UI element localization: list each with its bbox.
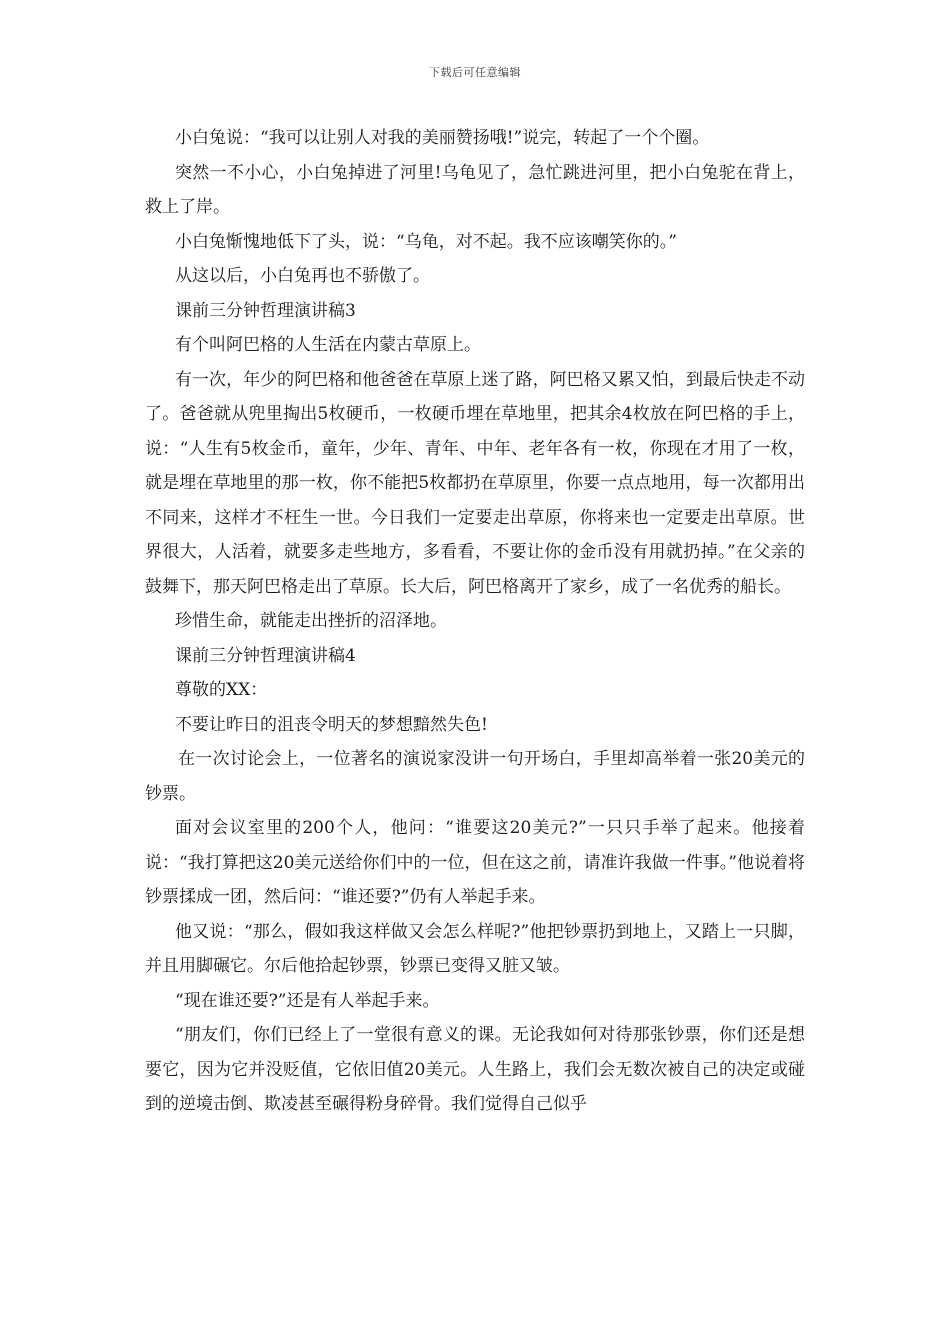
paragraph: 有个叫阿巴格的人生活在内蒙古草原上。 <box>175 335 481 355</box>
paragraph: 小白兔说：“我可以让别人对我的美丽赞扬哦!”说完，转起了一个个圈。 <box>175 128 710 148</box>
paragraph: 珍惜生命，就能走出挫折的沼泽地。 <box>175 611 447 631</box>
section-heading: 课前三分钟哲理演讲稿3 <box>175 300 356 321</box>
section-heading: 课前三分钟哲理演讲稿4 <box>175 645 356 666</box>
document-body <box>145 121 805 1122</box>
page-header: 下载后可任意编辑 <box>429 66 521 79</box>
paragraph: 有一次，年少的阿巴格和他爸爸在草原上迷了路，阿巴格又累又怕，到最后快走不动了。爸爸就从兜里掏出5枚硬币，一枚硬币埋在草地里，把其余4枚放在阿巴格的手上，说：“人生有5枚金币，童年，少年、青年、中年、老年各有一枚，你现在才用了一枚，就是埋在草地里的那一枚，你不能把5枚都扔在草原里，你要一点点地用，每一次都用出不同来，这样才不枉生一世。今日我们一定要走出草原，你将来也一定要走出草原。世界很大，人活着，就要多走些地方，多看看，不要让你的金币没有用就扔掉。”在父亲的鼓舞下，那天阿巴格走出了草原。长大后，阿巴格离开了家乡，成了一名优秀的船长。 <box>145 369 805 597</box>
salutation: 尊敬的XX： <box>175 680 268 700</box>
paragraph: 他又说：“那么，假如我这样做又会怎么样呢?”他把钞票扔到地上，又踏上一只脚，并且用脚碾它。尔后他拾起钞票，钞票已变得又脏又皱。 <box>145 921 805 976</box>
paragraph: “现在谁还要?”还是有人举起手来。 <box>175 990 440 1011</box>
paragraph: 不要让昨日的沮丧令明天的梦想黯然失色! <box>175 714 488 735</box>
paragraph: 小白兔惭愧地低下了头，说：“乌龟，对不起。我不应该嘲笑你的。” <box>175 231 677 252</box>
paragraph: 突然一不小心，小白兔掉进了河里!乌龟见了，急忙跳进河里，把小白兔驼在背上，救上了岸。 <box>145 162 805 217</box>
paragraph: “朋友们，你们已经上了一堂很有意义的课。无论我如何对待那张钞票，你们还是想要它，因为它并没贬值，它依旧值20美元。人生路上，我们会无数次被自己的决定或碰到的逆境击倒、欺凌甚至碾得粉身碎骨。我们觉得自己似乎 <box>145 1025 805 1114</box>
paragraph: 面对会议室里的200个人，他问：“谁要这20美元?”一只只手举了起来。他接着说：“我打算把这20美元送给你们中的一位，但在这之前，请准许我做一件事。”他说着将钞票揉成一团，然后问：“谁还要?”仍有人举起手来。 <box>145 818 805 907</box>
paragraph: 在一次讨论会上，一位著名的演说家没讲一句开场白，手里却高举着一张20美元的钞票。 <box>145 749 805 804</box>
paragraph: 从这以后，小白兔再也不骄傲了。 <box>175 266 430 286</box>
